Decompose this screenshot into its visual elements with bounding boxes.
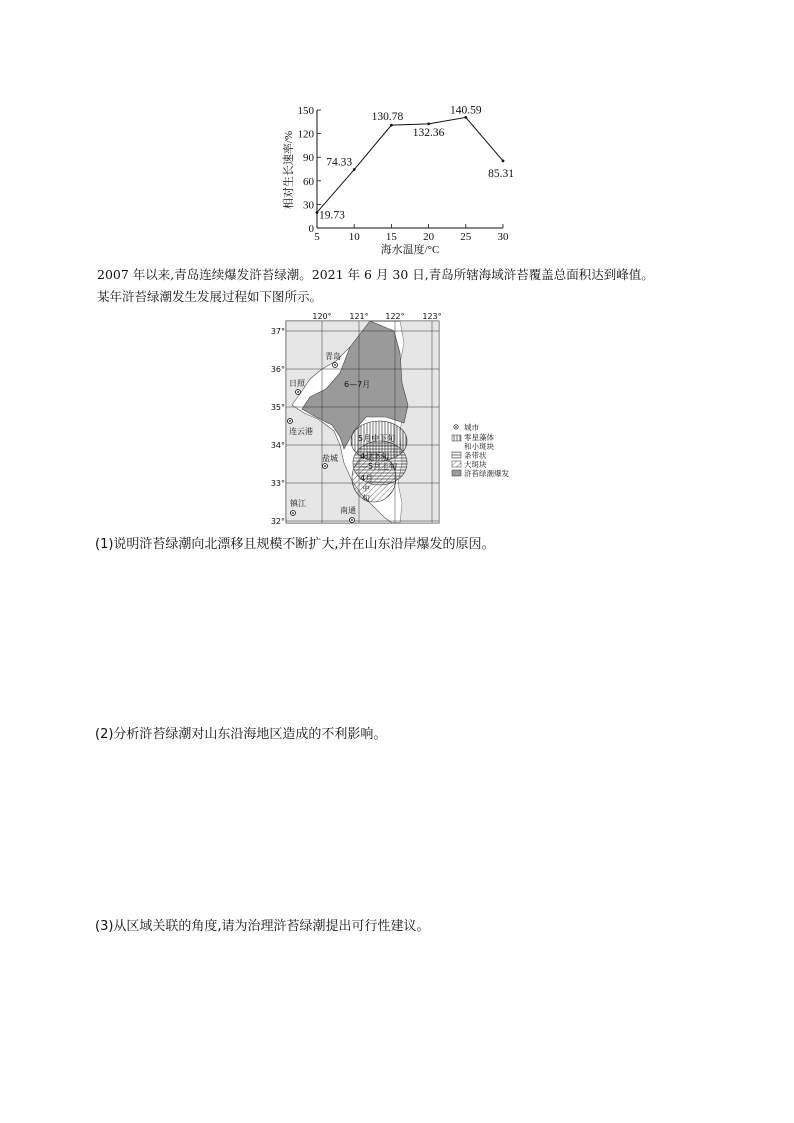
latitude-label: 32°	[270, 517, 285, 526]
y-axis-label: 相对生长速率/%	[283, 130, 295, 210]
label-may-early: —5月上旬	[360, 462, 398, 471]
x-tick-label: 30	[497, 231, 509, 243]
legend-small-patches: 和小斑块	[464, 442, 494, 451]
question-3: (3)从区域关联的角度,请为治理浒苔绿潮提出可行性建议。	[95, 919, 430, 934]
question-1: (1)说明浒苔绿潮向北漂移且规模不断扩大,并在山东沿岸爆发的原因。	[95, 537, 495, 552]
data-point	[502, 159, 505, 162]
x-tick-label: 10	[348, 231, 360, 243]
city-rizhao: 日照	[289, 379, 305, 388]
growth-rate-chart	[270, 100, 530, 258]
latitude-label: 33°	[270, 479, 285, 488]
y-tick-label: 120	[297, 128, 314, 141]
city-qingdao: 青岛	[325, 352, 341, 361]
data-point	[390, 124, 393, 127]
label-april-3: 旬	[362, 494, 370, 503]
longitude-label: 123°	[422, 312, 442, 321]
map-legend	[452, 425, 461, 476]
data-point	[353, 168, 356, 171]
data-label: 132.36	[412, 126, 445, 139]
city-lianyungang: 连云港	[289, 427, 313, 436]
y-tick-label: 60	[303, 175, 314, 188]
data-point	[427, 122, 430, 125]
legend-scattered: 零星藻体	[464, 433, 494, 442]
label-may-mid-late: 5月中下旬	[358, 434, 396, 443]
label-april-2: 中	[362, 484, 370, 493]
x-tick-label: 25	[460, 231, 472, 243]
green-tide-map	[270, 312, 542, 528]
data-label: 19.73	[319, 209, 345, 222]
question-2: (2)分析浒苔绿潮对山东沿海地区造成的不利影响。	[95, 727, 387, 742]
data-label: 140.59	[449, 104, 482, 117]
label-june-july: 6—7月	[344, 380, 371, 389]
latitude-label: 35°	[270, 403, 285, 412]
city-nantong: 南通	[340, 506, 356, 515]
data-point	[464, 116, 467, 119]
latitude-label: 34°	[270, 441, 285, 450]
latitude-label: 37°	[270, 327, 285, 336]
legend-large-patches: 大斑块	[464, 460, 487, 469]
x-axis-label: 海水温度/°C	[380, 244, 440, 256]
longitude-label: 121°	[349, 312, 369, 321]
label-april-1: 4月	[360, 474, 374, 483]
x-tick-label: 15	[385, 231, 397, 243]
data-label: 85.31	[488, 167, 514, 180]
data-point	[316, 211, 319, 214]
y-tick-label: 90	[303, 152, 314, 165]
legend-strips: 条带状	[464, 451, 487, 460]
chart-series	[316, 104, 515, 221]
longitude-label: 120°	[312, 312, 332, 321]
x-tick-label: 5	[314, 231, 320, 243]
label-april-late: 4月下旬	[360, 452, 390, 461]
latitude-label: 36°	[270, 365, 285, 374]
intro-line-1: 2007 年以来,青岛连续爆发浒苔绿潮。2021 年 6 月 30 日,青岛所辖海域浒苔覆盖总面积达到峰值。	[97, 267, 654, 282]
data-label: 130.78	[371, 111, 404, 124]
legend-outbreak: 浒苔绿潮爆发	[464, 469, 509, 478]
city-zhenjiang: 镇江	[290, 499, 306, 508]
y-tick-label: 30	[303, 199, 314, 212]
longitude-label: 122°	[385, 312, 405, 321]
x-tick-label: 20	[423, 231, 435, 243]
y-tick-label: 150	[297, 105, 314, 117]
chart-ticks	[298, 105, 510, 243]
y-tick-label: 0	[308, 223, 314, 235]
intro-line-2: 某年浒苔绿潮发生发展过程如下图所示。	[97, 289, 323, 304]
data-label: 74.33	[326, 156, 353, 169]
city-yancheng: 盐城	[322, 454, 338, 463]
legend-city: 城市	[464, 423, 479, 432]
